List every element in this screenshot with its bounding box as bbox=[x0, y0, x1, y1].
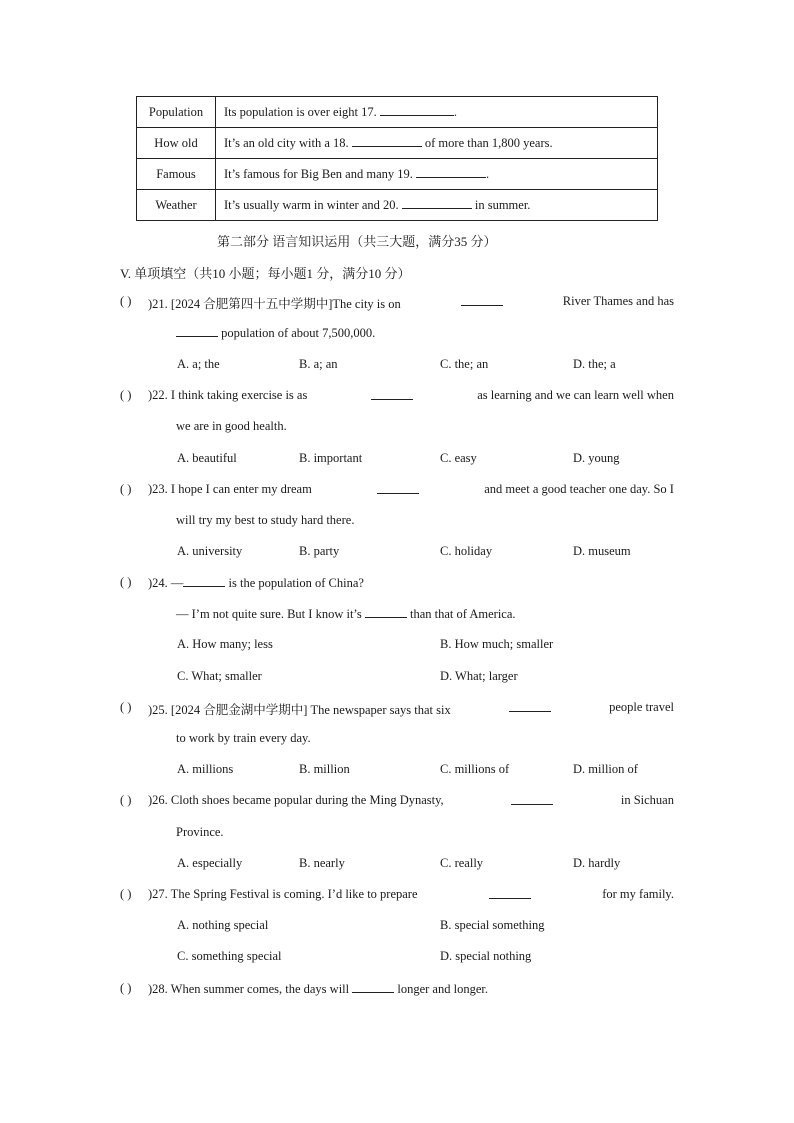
row-text: Its population is over eight 17. . bbox=[216, 97, 658, 128]
answer-blank[interactable] bbox=[461, 294, 503, 306]
row-key: How old bbox=[137, 128, 216, 159]
option-b[interactable]: B. important bbox=[299, 451, 363, 465]
question-line: )21. [2024 合肥第四十五中学期中]The city is on River Thames and has bbox=[148, 294, 674, 311]
row-text: It’s usually warm in winter and 20. in summer. bbox=[216, 190, 658, 221]
answer-blank[interactable] bbox=[489, 887, 531, 899]
answer-blank[interactable] bbox=[183, 575, 225, 587]
option-c[interactable]: C. holiday bbox=[440, 544, 493, 558]
answer-bracket[interactable]: ( ) bbox=[120, 388, 132, 402]
table-row bbox=[137, 159, 658, 190]
row-text: It’s an old city with a 18. of more than 1,800 years. bbox=[216, 128, 658, 159]
option-b[interactable]: B. a; an bbox=[299, 357, 338, 371]
table-row bbox=[137, 97, 658, 128]
question-line: )26. Cloth shoes became popular during the Ming Dynasty, in Sichuan bbox=[148, 793, 674, 807]
row-key: Population bbox=[137, 97, 216, 128]
answer-blank[interactable] bbox=[352, 135, 422, 147]
row-key: Weather bbox=[137, 190, 216, 221]
option-a[interactable]: A. university bbox=[177, 544, 243, 558]
answer-blank[interactable] bbox=[365, 606, 407, 618]
answer-blank[interactable] bbox=[380, 104, 454, 116]
answer-blank[interactable] bbox=[511, 793, 553, 805]
answer-blank[interactable] bbox=[377, 482, 419, 494]
question-line: )22. I think taking exercise is as as learning and we can learn well when bbox=[148, 388, 674, 402]
answer-blank[interactable] bbox=[402, 197, 472, 209]
answer-blank[interactable] bbox=[371, 388, 413, 400]
question-line: )28. When summer comes, the days will longer and longer. bbox=[148, 982, 488, 996]
option-d[interactable]: D. young bbox=[573, 451, 620, 465]
question-line: )23. I hope I can enter my dream and meet a good teacher one day. So I bbox=[148, 482, 674, 496]
question-line: we are in good health. bbox=[176, 419, 287, 433]
table-row bbox=[137, 128, 658, 159]
option-a[interactable]: A. millions bbox=[177, 762, 234, 776]
option-a[interactable]: A. beautiful bbox=[177, 451, 237, 465]
info-table bbox=[136, 96, 658, 221]
option-c[interactable]: C. easy bbox=[440, 451, 477, 465]
option-c[interactable]: C. the; an bbox=[440, 357, 489, 371]
question-line: to work by train every day. bbox=[176, 731, 311, 745]
section-title: V. 单项填空（共10 小题；每小题1 分，满分10 分） bbox=[120, 266, 411, 281]
question-line: )24. — is the population of China? bbox=[148, 576, 364, 590]
answer-bracket[interactable]: ( ) bbox=[120, 482, 132, 496]
question-line: )27. The Spring Festival is coming. I’d like to prepare for my family. bbox=[148, 887, 674, 901]
answer-blank[interactable] bbox=[509, 700, 551, 712]
option-b[interactable]: B. party bbox=[299, 544, 340, 558]
row-key: Famous bbox=[137, 159, 216, 190]
answer-bracket[interactable]: ( ) bbox=[120, 700, 132, 714]
part-title: 第二部分 语言知识运用（共三大题，满分35 分） bbox=[217, 234, 497, 249]
option-a[interactable]: A. especially bbox=[177, 856, 243, 870]
answer-blank[interactable] bbox=[176, 325, 218, 337]
answer-bracket[interactable]: ( ) bbox=[120, 981, 132, 995]
answer-bracket[interactable]: ( ) bbox=[120, 294, 132, 308]
question-line: — I’m not quite sure. But I know it’s than that of America. bbox=[176, 607, 516, 621]
option-a[interactable]: A. a; the bbox=[177, 357, 220, 371]
answer-blank[interactable] bbox=[416, 166, 486, 178]
option-d[interactable]: D. museum bbox=[573, 544, 631, 558]
option-d[interactable]: D. hardly bbox=[573, 856, 621, 870]
answer-bracket[interactable]: ( ) bbox=[120, 575, 132, 589]
option-d[interactable]: D. What; larger bbox=[440, 669, 518, 683]
answer-bracket[interactable]: ( ) bbox=[120, 793, 132, 807]
answer-blank[interactable] bbox=[352, 981, 394, 993]
row-text: It’s famous for Big Ben and many 19. . bbox=[216, 159, 658, 190]
option-c[interactable]: C. something special bbox=[177, 949, 282, 963]
question-line: population of about 7,500,000. bbox=[176, 325, 375, 341]
option-d[interactable]: D. million of bbox=[573, 762, 638, 776]
option-b[interactable]: B. million bbox=[299, 762, 350, 776]
question-line: will try my best to study hard there. bbox=[176, 513, 355, 527]
option-b[interactable]: B. nearly bbox=[299, 856, 345, 870]
option-b[interactable]: B. special something bbox=[440, 918, 545, 932]
question-line: )25. [2024 合肥金湖中学期中] The newspaper says that six people travel bbox=[148, 700, 674, 717]
option-d[interactable]: D. the; a bbox=[573, 357, 616, 371]
question-line: Province. bbox=[176, 825, 224, 839]
table-row bbox=[137, 190, 658, 221]
option-a[interactable]: A. How many; less bbox=[177, 637, 273, 651]
option-b[interactable]: B. How much; smaller bbox=[440, 637, 554, 651]
option-d[interactable]: D. special nothing bbox=[440, 949, 532, 963]
option-c[interactable]: C. millions of bbox=[440, 762, 510, 776]
answer-bracket[interactable]: ( ) bbox=[120, 887, 132, 901]
option-a[interactable]: A. nothing special bbox=[177, 918, 269, 932]
option-c[interactable]: C. What; smaller bbox=[177, 669, 262, 683]
option-c[interactable]: C. really bbox=[440, 856, 484, 870]
